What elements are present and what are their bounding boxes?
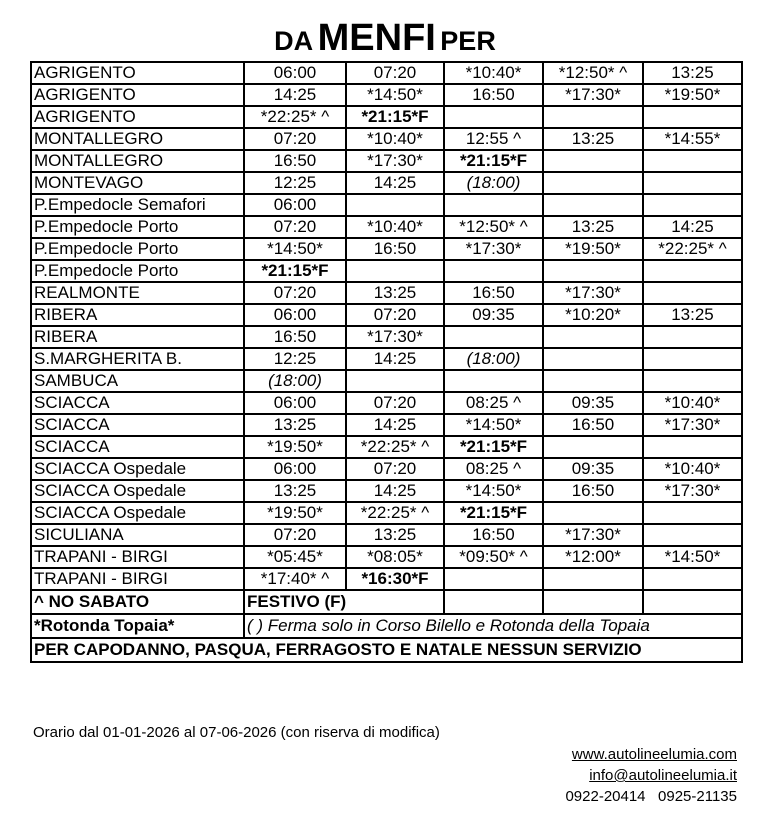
empty-cell	[346, 194, 444, 216]
phone-numbers: 0922-20414 0925-21135	[565, 788, 737, 805]
empty-cell	[643, 194, 742, 216]
departure-time: *17:30*	[643, 480, 742, 502]
stop-name: SCIACCA	[31, 414, 244, 436]
timetable-row	[31, 128, 742, 150]
timetable-row	[31, 216, 742, 238]
legend-row-2	[31, 614, 742, 638]
departure-time: *17:30*	[643, 414, 742, 436]
timetable-row	[31, 458, 742, 480]
empty-cell	[643, 260, 742, 282]
empty-cell	[444, 568, 543, 590]
empty-cell	[543, 590, 643, 614]
departure-time: *22:25* ^	[244, 106, 346, 128]
departure-time: *09:50* ^	[444, 546, 543, 568]
departure-time: 12:55 ^	[444, 128, 543, 150]
departure-time: *08:05*	[346, 546, 444, 568]
timetable-row	[31, 480, 742, 502]
empty-cell	[643, 436, 742, 458]
empty-cell	[543, 502, 643, 524]
departure-time: *19:50*	[244, 502, 346, 524]
empty-cell	[543, 436, 643, 458]
empty-cell	[643, 502, 742, 524]
departure-time: 16:50	[244, 150, 346, 172]
departure-time: *19:50*	[643, 84, 742, 106]
departure-time: *22:25* ^	[346, 502, 444, 524]
departure-time: *17:30*	[543, 524, 643, 546]
stop-name: MONTALLEGRO	[31, 150, 244, 172]
departure-time: 06:00	[244, 62, 346, 84]
stop-name: SCIACCA Ospedale	[31, 480, 244, 502]
stop-name: RIBERA	[31, 326, 244, 348]
empty-cell	[444, 106, 543, 128]
empty-cell	[444, 370, 543, 392]
departure-time: 13:25	[244, 480, 346, 502]
timetable-row	[31, 84, 742, 106]
departure-time: *10:40*	[643, 392, 742, 414]
stop-name: P.Empedocle Semafori	[31, 194, 244, 216]
stop-name: REALMONTE	[31, 282, 244, 304]
empty-cell	[543, 348, 643, 370]
departure-time: 09:35	[543, 458, 643, 480]
stop-name: AGRIGENTO	[31, 62, 244, 84]
empty-cell	[543, 568, 643, 590]
empty-cell	[346, 260, 444, 282]
departure-time: 14:25	[346, 348, 444, 370]
departure-time: 16:50	[244, 326, 346, 348]
timetable-row	[31, 172, 742, 194]
timetable-row	[31, 282, 742, 304]
departure-time: 14:25	[346, 414, 444, 436]
timetable-row	[31, 106, 742, 128]
departure-time: *22:25* ^	[346, 436, 444, 458]
empty-cell	[444, 326, 543, 348]
timetable-row	[31, 370, 742, 392]
departure-time: 14:25	[244, 84, 346, 106]
stop-name: AGRIGENTO	[31, 84, 244, 106]
departure-time: 13:25	[346, 282, 444, 304]
timetable-legend	[31, 590, 742, 662]
departure-time: 14:25	[346, 480, 444, 502]
departure-time: *10:20*	[543, 304, 643, 326]
website-link[interactable]: www.autolineelumia.com	[571, 746, 737, 763]
departure-time: 08:25 ^	[444, 392, 543, 414]
timetable-row	[31, 260, 742, 282]
departure-time: 12:25	[244, 348, 346, 370]
departure-time: 14:25	[346, 172, 444, 194]
empty-cell	[543, 194, 643, 216]
empty-cell	[643, 568, 742, 590]
departure-time: 07:20	[244, 216, 346, 238]
departure-time: 13:25	[543, 216, 643, 238]
departure-time: *21:15*F	[444, 150, 543, 172]
empty-cell	[543, 150, 643, 172]
timetable-row	[31, 436, 742, 458]
stop-name: P.Empedocle Porto	[31, 216, 244, 238]
departure-time: *14:50*	[244, 238, 346, 260]
timetable-row	[31, 304, 742, 326]
departure-time: *14:50*	[346, 84, 444, 106]
departure-time: 12:25	[244, 172, 346, 194]
departure-time: 16:50	[543, 414, 643, 436]
departure-time: *17:30*	[444, 238, 543, 260]
departure-time: *10:40*	[643, 458, 742, 480]
stop-name: RIBERA	[31, 304, 244, 326]
empty-cell	[444, 194, 543, 216]
empty-cell	[543, 106, 643, 128]
departure-time: *12:50* ^	[444, 216, 543, 238]
timetable-row	[31, 238, 742, 260]
empty-cell	[643, 282, 742, 304]
departure-time: *17:30*	[543, 282, 643, 304]
timetable	[30, 61, 743, 663]
departure-time: 06:00	[244, 458, 346, 480]
legend-no-sabato: ^ NO SABATO	[31, 590, 244, 614]
departure-time: 16:50	[444, 84, 543, 106]
timetable-row	[31, 62, 742, 84]
departure-time: 07:20	[346, 392, 444, 414]
departure-time: 13:25	[643, 304, 742, 326]
stop-name: SICULIANA	[31, 524, 244, 546]
stop-name: TRAPANI - BIRGI	[31, 546, 244, 568]
legend-festivo: FESTIVO (F)	[244, 590, 444, 614]
departure-time: 13:25	[244, 414, 346, 436]
departure-time: 07:20	[346, 458, 444, 480]
departure-time: 13:25	[543, 128, 643, 150]
legend-ferma: ( ) Ferma solo in Corso Bilello e Rotonda della Topaia	[244, 614, 742, 638]
stop-name: TRAPANI - BIRGI	[31, 568, 244, 590]
empty-cell	[543, 260, 643, 282]
departure-time: 09:35	[444, 304, 543, 326]
departure-time: 14:25	[643, 216, 742, 238]
empty-cell	[643, 326, 742, 348]
departure-time: (18:00)	[244, 370, 346, 392]
departure-time: 16:50	[444, 524, 543, 546]
empty-cell	[346, 370, 444, 392]
timetable-row	[31, 150, 742, 172]
stop-name: P.Empedocle Porto	[31, 238, 244, 260]
departure-time: *14:50*	[444, 480, 543, 502]
timetable-row	[31, 502, 742, 524]
departure-time: *17:30*	[346, 326, 444, 348]
departure-time: *17:40* ^	[244, 568, 346, 590]
timetable-body	[31, 62, 742, 590]
timetable-row	[31, 568, 742, 590]
timetable-row	[31, 524, 742, 546]
departure-time: *17:30*	[346, 150, 444, 172]
departure-time: 13:25	[643, 62, 742, 84]
stop-name: AGRIGENTO	[31, 106, 244, 128]
legend-row-3	[31, 638, 742, 662]
departure-time: *19:50*	[543, 238, 643, 260]
departure-time: *14:50*	[444, 414, 543, 436]
empty-cell	[643, 590, 742, 614]
stop-name: S.MARGHERITA B.	[31, 348, 244, 370]
departure-time: 06:00	[244, 304, 346, 326]
email-link[interactable]: info@autolineelumia.it	[589, 767, 737, 784]
departure-time: *12:50* ^	[543, 62, 643, 84]
empty-cell	[444, 590, 543, 614]
empty-cell	[643, 370, 742, 392]
legend-row-1	[31, 590, 742, 614]
validity-text: Orario dal 01-01-2026 al 07-06-2026 (con riserva di modifica)	[33, 724, 440, 741]
title-prefix: DA	[274, 26, 314, 56]
holiday-notice: PER CAPODANNO, PASQUA, FERRAGOSTO E NATALE NESSUN SERVIZIO	[31, 638, 742, 662]
departure-time: *12:00*	[543, 546, 643, 568]
stop-name: MONTEVAGO	[31, 172, 244, 194]
empty-cell	[643, 524, 742, 546]
timetable-row	[31, 546, 742, 568]
contacts	[565, 744, 737, 807]
departure-time: 07:20	[346, 304, 444, 326]
departure-time: 16:50	[543, 480, 643, 502]
empty-cell	[543, 326, 643, 348]
departure-time: 07:20	[244, 524, 346, 546]
empty-cell	[643, 150, 742, 172]
departure-time: *17:30*	[543, 84, 643, 106]
empty-cell	[643, 106, 742, 128]
timetable-row	[31, 194, 742, 216]
timetable-row	[31, 326, 742, 348]
timetable-row	[31, 348, 742, 370]
departure-time: 06:00	[244, 194, 346, 216]
departure-time: 08:25 ^	[444, 458, 543, 480]
departure-time: 06:00	[244, 392, 346, 414]
title-suffix: PER	[440, 26, 496, 56]
departure-time: 07:20	[346, 62, 444, 84]
stop-name: P.Empedocle Porto	[31, 260, 244, 282]
departure-time: *14:55*	[643, 128, 742, 150]
empty-cell	[444, 260, 543, 282]
departure-time: (18:00)	[444, 172, 543, 194]
title-origin: MENFI	[317, 17, 436, 59]
departure-time: 13:25	[346, 524, 444, 546]
departure-time: 09:35	[543, 392, 643, 414]
departure-time: (18:00)	[444, 348, 543, 370]
stop-name: SAMBUCA	[31, 370, 244, 392]
timetable-row	[31, 414, 742, 436]
departure-time: 16:50	[346, 238, 444, 260]
departure-time: *19:50*	[244, 436, 346, 458]
empty-cell	[543, 172, 643, 194]
departure-time: *21:15*F	[444, 502, 543, 524]
stop-name: SCIACCA Ospedale	[31, 458, 244, 480]
departure-time: 16:50	[444, 282, 543, 304]
stop-name: MONTALLEGRO	[31, 128, 244, 150]
departure-time: *21:15*F	[244, 260, 346, 282]
departure-time: 07:20	[244, 282, 346, 304]
timetable-row	[31, 392, 742, 414]
departure-time: *14:50*	[643, 546, 742, 568]
departure-time: *10:40*	[346, 216, 444, 238]
departure-time: *10:40*	[444, 62, 543, 84]
empty-cell	[543, 370, 643, 392]
stop-name: SCIACCA	[31, 392, 244, 414]
empty-cell	[643, 172, 742, 194]
departure-time: 07:20	[244, 128, 346, 150]
legend-rotonda: *Rotonda Topaia*	[31, 614, 244, 638]
departure-time: *10:40*	[346, 128, 444, 150]
stop-name: SCIACCA Ospedale	[31, 502, 244, 524]
departure-time: *05:45*	[244, 546, 346, 568]
stop-name: SCIACCA	[31, 436, 244, 458]
departure-time: *21:15*F	[444, 436, 543, 458]
departure-time: *16:30*F	[346, 568, 444, 590]
departure-time: *22:25* ^	[643, 238, 742, 260]
empty-cell	[643, 348, 742, 370]
departure-time: *21:15*F	[346, 106, 444, 128]
